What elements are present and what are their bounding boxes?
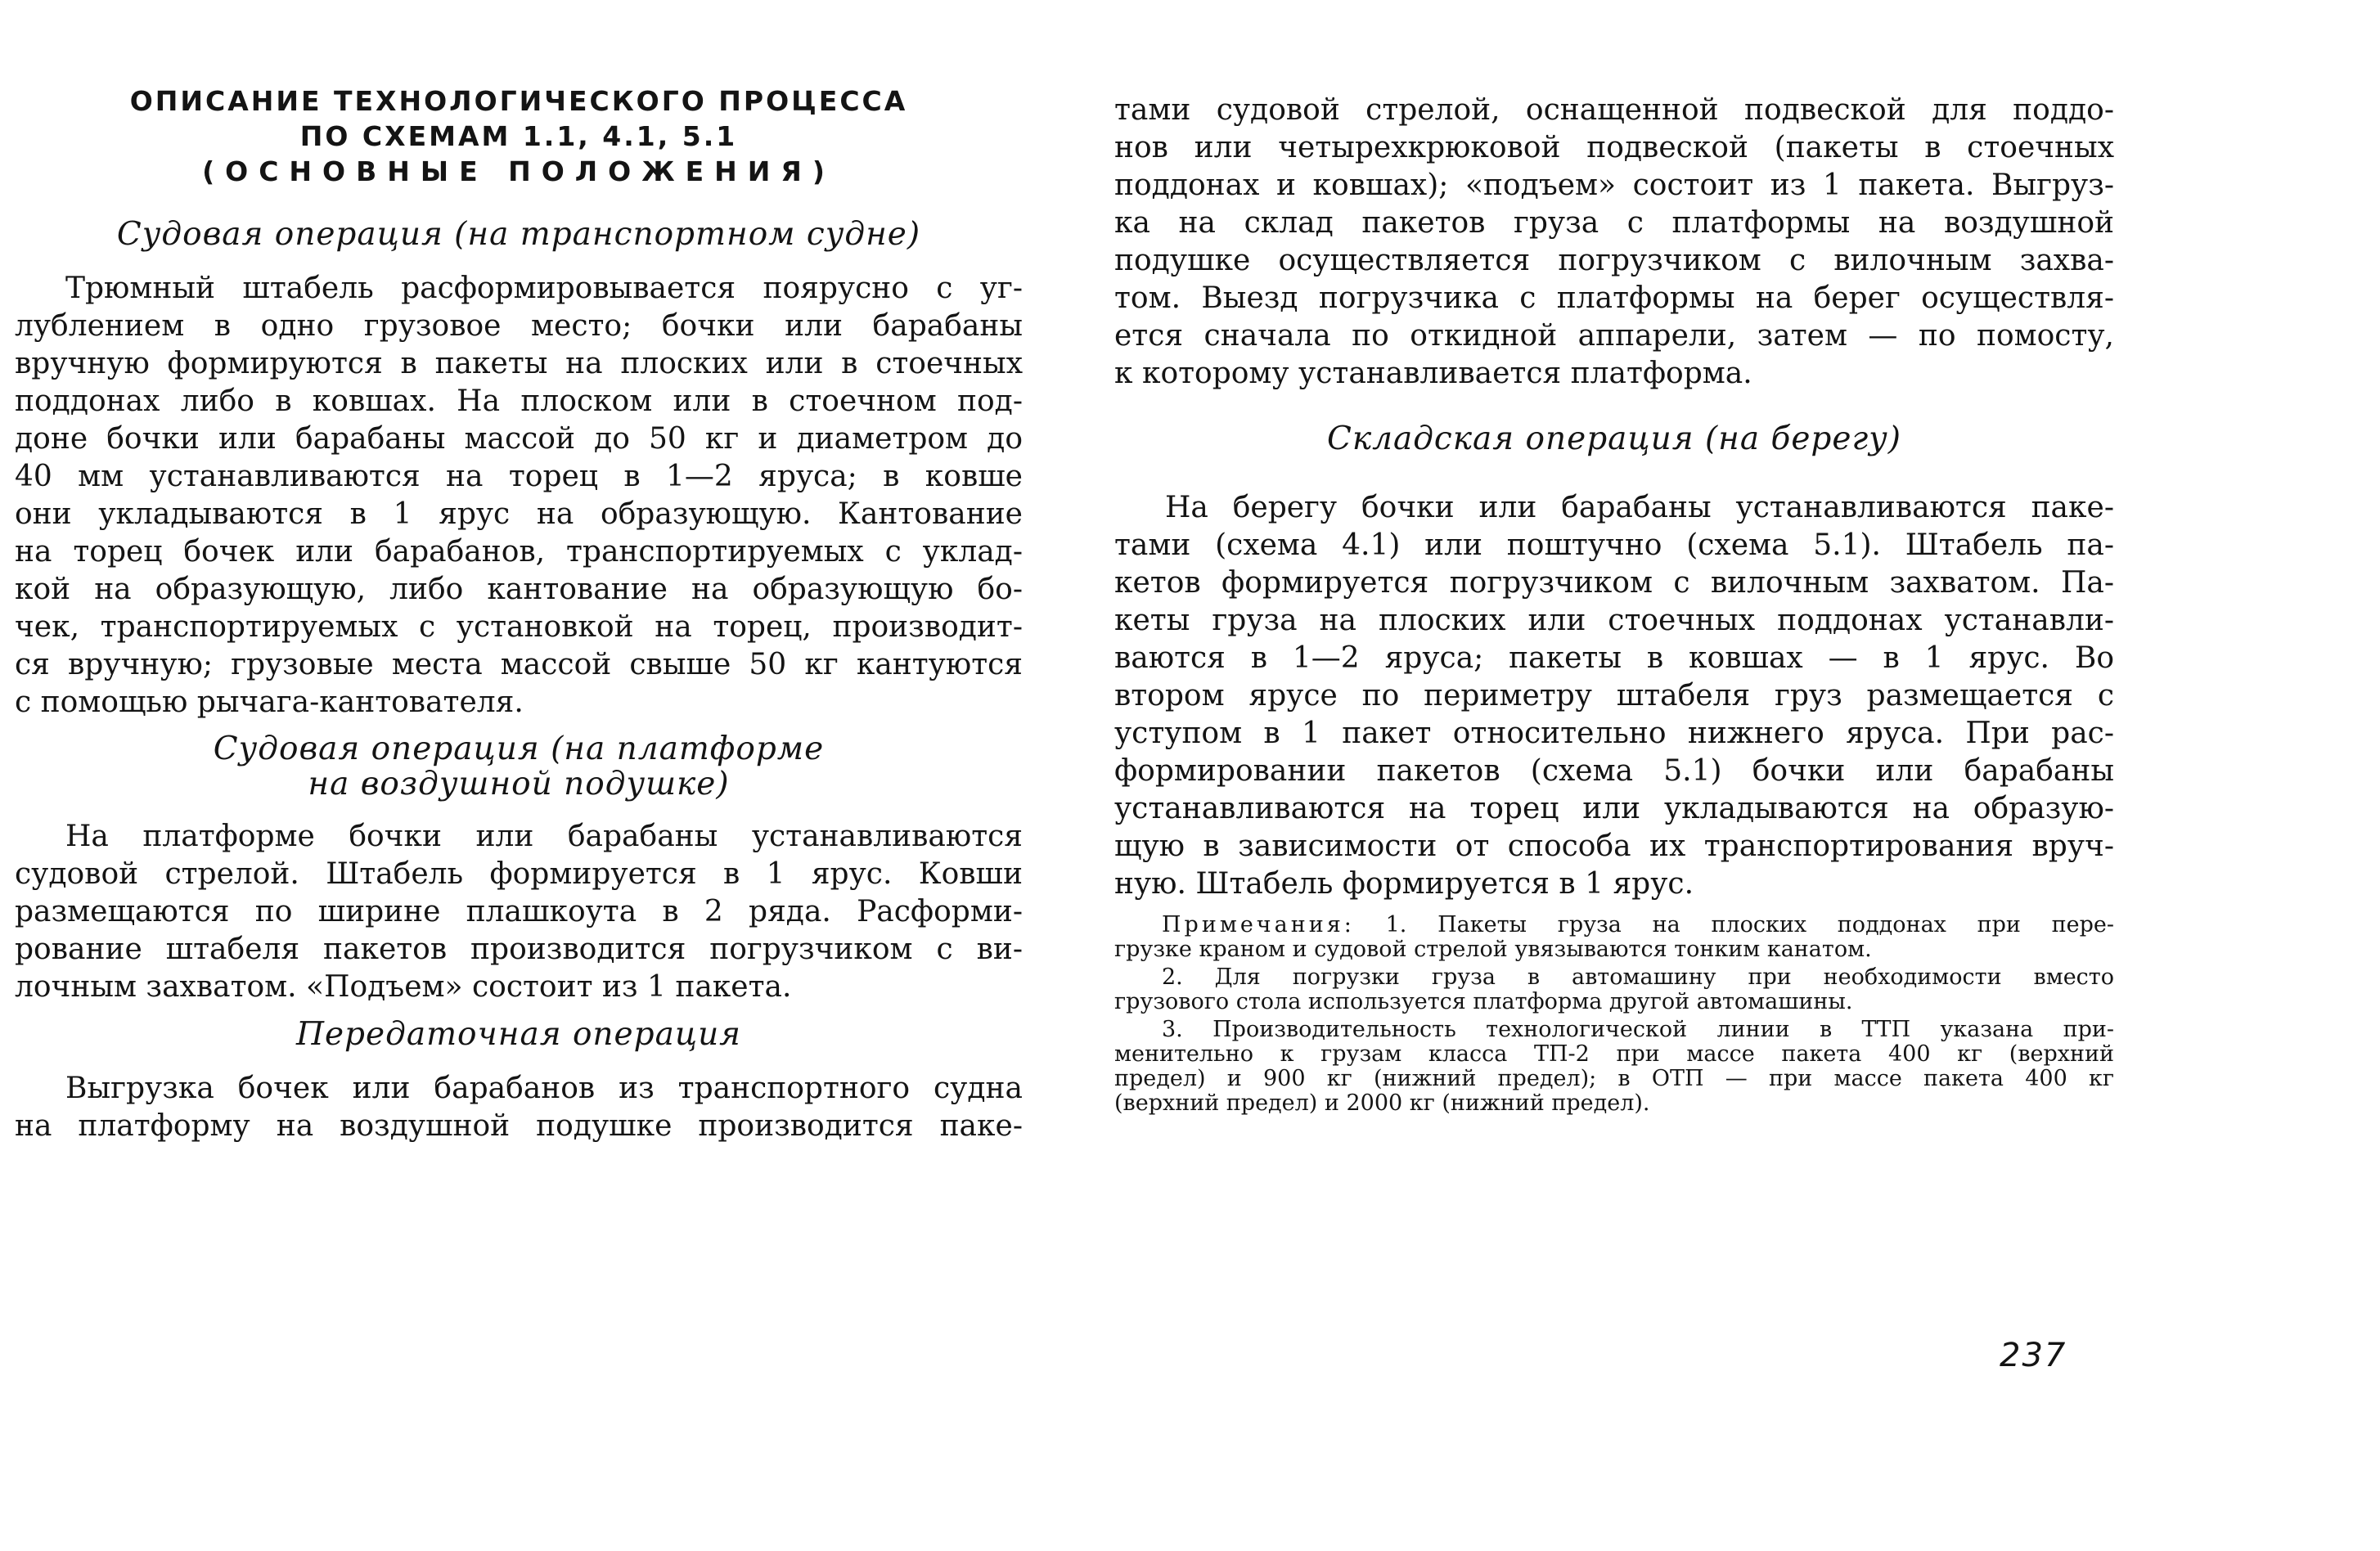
text-line: устанавливаются на торец или укладываются на образую-	[1114, 792, 2114, 825]
notes-label: Примечания:	[1162, 912, 1355, 937]
note-3-line-1: 3. Производительность технологической линии в ТТП указана при-	[1162, 1017, 2114, 1042]
text-line: ся вручную; грузовые места массой свыше 50 кг кантуются	[15, 648, 1023, 681]
text-line: судовой стрелой. Штабель формируется в 1 ярус. Ковши	[15, 857, 1023, 891]
page-title-line-2: ПО СХЕМАМ 1.1, 4.1, 5.1	[299, 120, 738, 152]
text-line: том. Выезд погрузчика с платформы на берег осуществля-	[1114, 281, 2114, 315]
text-line: лублением в одно грузовое место; бочки или барабаны	[15, 309, 1023, 343]
note-1-line-2: грузке краном и судовой стрелой увязываются тонким канатом.	[1114, 937, 1872, 962]
text-line: тами (схема 4.1) или поштучно (схема 5.1). Штабель па-	[1114, 528, 2114, 562]
text-line: поддонах либо в ковшах. На плоском или в стоечном под-	[15, 384, 1023, 418]
text-line: к которому устанавливается платформа.	[1114, 357, 1752, 390]
text-line: ется сначала по откидной аппарели, затем — по помосту,	[1114, 319, 2114, 353]
text-line: Выгрузка бочек или барабанов из транспортного судна	[65, 1072, 1023, 1105]
text-line: кетов формируется погрузчиком с вилочным захватом. Па-	[1114, 566, 2114, 600]
text-line: щую в зависимости от способа их транспортирования вруч-	[1114, 829, 2114, 863]
note-1-line-1	[1114, 913, 2114, 937]
text-line: тами судовой стрелой, оснащенной подвеской для поддо-	[1114, 93, 2114, 127]
text-line: 40 мм устанавливаются на торец в 1—2 яруса; в ковше	[15, 460, 1023, 493]
text-line: На берегу бочки или барабаны устанавливаются паке-	[1165, 491, 2114, 524]
text-line: втором ярусе по периметру штабеля груз размещается с	[1114, 679, 2114, 713]
text-line: Трюмный штабель расформировывается поярусно с уг-	[65, 272, 1023, 305]
page-title-line-3: (ОСНОВНЫЕ ПОЛОЖЕНИЯ)	[202, 155, 835, 187]
text-line: кой на образующую, либо кантование на образующую бо-	[15, 573, 1023, 606]
text-line: вручную формируются в пакеты на плоских или в стоечных	[15, 347, 1023, 380]
text-line: доне бочки или барабаны массой до 50 кг и диаметром до	[15, 422, 1023, 456]
text-line: поддонах и ковшах); «подъем» состоит из 1 пакета. Выгруз-	[1114, 169, 2114, 202]
page-title-line-1: ОПИСАНИЕ ТЕХНОЛОГИЧЕСКОГО ПРОЦЕССА	[129, 85, 908, 117]
note-2-line-2: грузового стола используется платформа другой автомашины.	[1114, 989, 1853, 1014]
note-1-text: 1. Пакеты груза на плоских поддонах при пере-	[1385, 912, 2114, 937]
text-line: они укладываются в 1 ярус на образующую. Кантование	[15, 497, 1023, 531]
section-heading-ship-platform-2: на воздушной подушке)	[308, 766, 730, 802]
text-line: уступом в 1 пакет относительно нижнего яруса. При рас-	[1114, 717, 2114, 750]
section-heading-ship-transport: Судовая операция (на транспортном судне)	[116, 216, 921, 253]
text-line: ную. Штабель формируется в 1 ярус.	[1114, 867, 1694, 901]
text-line: кеты груза на плоских или стоечных поддонах устанавли-	[1114, 604, 2114, 637]
section-heading-warehouse: Складская операция (на берегу)	[1326, 420, 1901, 457]
text-line: нов или четырехкрюковой подвеской (пакеты в стоечных	[1114, 131, 2114, 164]
note-3-line-3: предел) и 900 кг (нижний предел); в ОТП — при массе пакета 400 кг	[1114, 1066, 2114, 1091]
text-line: На платформе бочки или барабаны устанавливаются	[65, 820, 1023, 853]
section-heading-ship-platform-1: Судовая операция (на платформе	[213, 731, 825, 767]
note-3-line-4: (верхний предел) и 2000 кг (нижний предел).	[1114, 1090, 1650, 1116]
text-line: ка на склад пакетов груза с платформы на воздушной	[1114, 206, 2114, 240]
text-line: на платформу на воздушной подушке производится паке-	[15, 1109, 1023, 1143]
text-line: подушке осуществляется погрузчиком с вилочным захва-	[1114, 244, 2114, 277]
note-3-line-2: менительно к грузам класса ТП-2 при массе пакета 400 кг (верхний	[1114, 1041, 2114, 1067]
text-line: на торец бочек или барабанов, транспортируемых с уклад-	[15, 535, 1023, 569]
text-line: формировании пакетов (схема 5.1) бочки или барабаны	[1114, 754, 2114, 788]
text-line: лочным захватом. «Подъем» состоит из 1 пакета.	[15, 970, 792, 1004]
text-line: ваются в 1—2 яруса; пакеты в ковшах — в 1 ярус. Во	[1114, 641, 2114, 675]
text-line: рование штабеля пакетов производится погрузчиком с ви-	[15, 933, 1023, 966]
page-number: 237	[2000, 1337, 2067, 1374]
text-line: размещаются по ширине плашкоута в 2 ряда. Расформи-	[15, 895, 1023, 928]
note-2-line-1: 2. Для погрузки груза в автомашину при необходимости вместо	[1162, 964, 2114, 990]
text-line: с помощью рычага-кантователя.	[15, 686, 524, 719]
text-line: чек, транспортируемых с установкой на торец, производит-	[15, 610, 1023, 644]
section-heading-transfer: Передаточная операция	[295, 1016, 742, 1053]
